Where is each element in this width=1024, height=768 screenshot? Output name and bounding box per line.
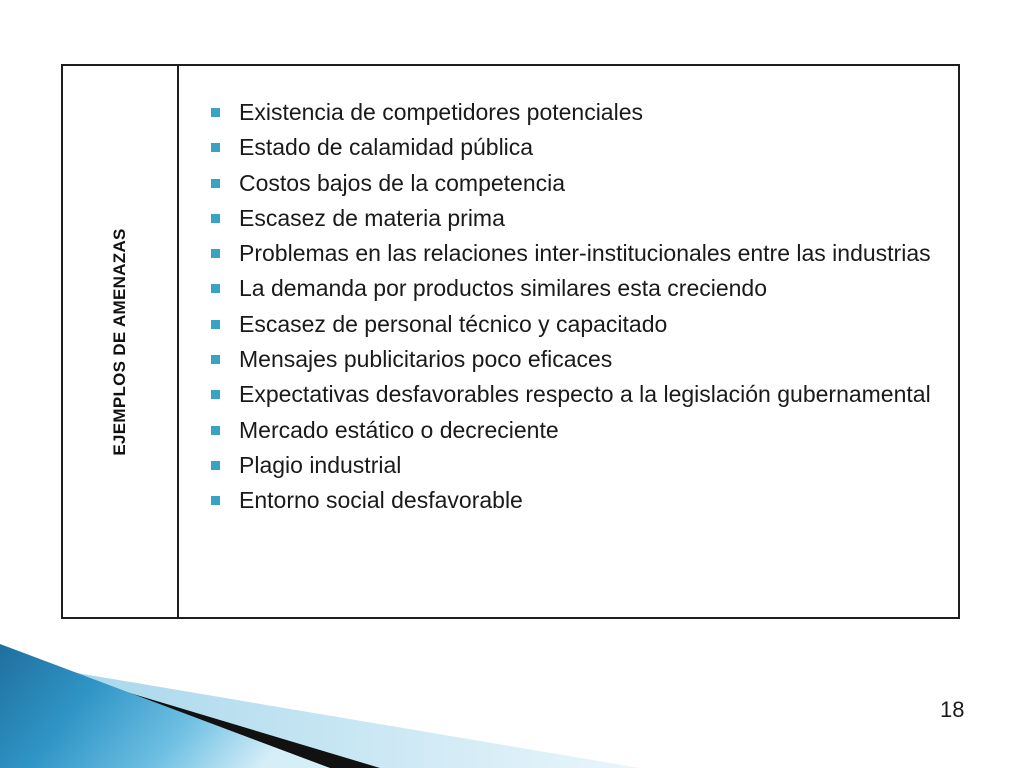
square-bullet-icon — [211, 108, 220, 117]
swoosh-blue-band — [0, 644, 330, 768]
square-bullet-icon — [211, 496, 220, 505]
list-item-text: La demanda por productos similares esta creciendo — [239, 275, 768, 302]
threat-list — [208, 95, 960, 519]
square-bullet-icon — [211, 214, 220, 223]
list-item — [208, 307, 960, 342]
list-item — [208, 236, 960, 271]
page-number: 18 — [940, 697, 965, 722]
list-item — [208, 413, 960, 448]
square-bullet-icon — [211, 461, 220, 470]
list-item-text: Escasez de materia prima — [239, 204, 505, 231]
list-item-text: Costos bajos de la competencia — [239, 169, 566, 196]
list-item-text: Expectativas desfavorables respecto a la legislación gubernamental — [239, 381, 931, 408]
square-bullet-icon — [211, 284, 220, 293]
list-item — [208, 166, 960, 201]
list-item-text: Plagio industrial — [239, 451, 402, 478]
threats-table — [61, 64, 960, 619]
list-item-text: Entorno social desfavorable — [239, 487, 523, 514]
list-item — [208, 271, 960, 306]
list-item-text: Existencia de competidores potenciales — [239, 99, 644, 125]
square-bullet-icon — [211, 143, 220, 152]
side-heading-cell — [63, 66, 179, 617]
list-item — [208, 95, 960, 130]
square-bullet-icon — [211, 179, 220, 188]
list-item-text: Mercado estático o decreciente — [239, 416, 559, 443]
square-bullet-icon — [211, 390, 220, 399]
list-item-text: Problemas en las relaciones inter-institucionales entre las industrias — [239, 240, 931, 267]
square-bullet-icon — [211, 355, 220, 364]
square-bullet-icon — [211, 249, 220, 258]
square-bullet-icon — [211, 320, 220, 329]
items-cell — [179, 66, 958, 617]
list-item-text: Escasez de personal técnico y capacitado — [239, 310, 668, 337]
list-item-text: Estado de calamidad pública — [239, 134, 534, 161]
square-bullet-icon — [211, 426, 220, 435]
list-item — [208, 448, 960, 483]
decorative-swoosh — [0, 620, 640, 768]
list-item-text: Mensajes publicitarios poco eficaces — [239, 346, 613, 373]
list-item — [208, 483, 960, 518]
side-heading: EJEMPLOS DE AMENAZAS — [110, 228, 129, 456]
list-item — [208, 201, 960, 236]
list-item — [208, 130, 960, 165]
list-item — [208, 377, 960, 412]
list-item — [208, 342, 960, 377]
